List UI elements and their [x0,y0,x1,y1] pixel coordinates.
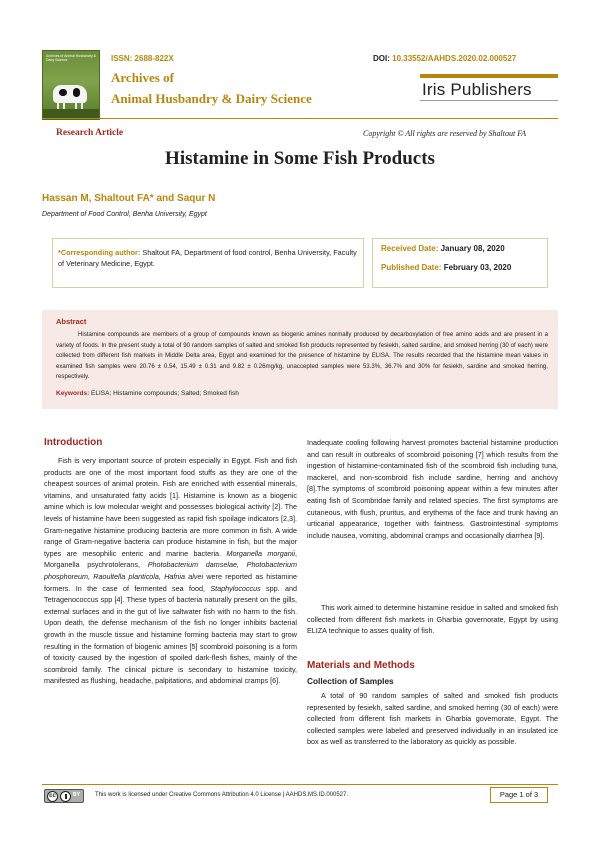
by-label: BY [73,792,80,798]
received-date [381,244,505,253]
correspondence [58,247,358,269]
intro-species-3: Staphylococcus [210,583,261,593]
doi-link[interactable]: 10.33552/AAHDS.2020.02.000527 [392,54,517,63]
abstract-heading: Abstract [56,317,87,326]
copyright: Copyright © All rights are reserved by Shaltout FA [363,129,526,138]
intro-species-2: Photobacterium damselae, Photobacterium phosphoreum, Raoultella planticola, Hafnia alvei [44,560,297,581]
introduction-paragraph [44,455,297,687]
intro-text-3: were reported as histamine formers. In the case of fermented sea food, [44,571,297,593]
published-date [381,263,511,272]
introduction-heading: Introduction [44,437,103,448]
cc-icon: cc [47,791,58,802]
article-title: Histamine in Some Fish Products [165,148,435,169]
doi [373,54,516,63]
issn: ISSN: 2688-822X [111,54,174,63]
journal-name-line2: Animal Husbandry & Dairy Science [111,91,312,106]
intro-paragraph-2: Inadequate cooling following harvest promotes bacterial histamine production and can result in outbreaks of scombroid poisoning [7] which results from the ingestion of histamine-contaminated fish of the scombroid fish including tuna, mackerel, and non-scombroid fish include sardine, herring and anchovy [8].The symptoms of scombroid poisoning appear within a few minutes after eating fish of Scombridae family and related species. The first symptoms are cutaneous, with flush, pruritus, and erythema of the face and trunk having an urticarial appearance, together with faintness. Gastrointestinal symptoms include nausea, vomiting, abdominal cramps and occasionally diarrhea [9]. [307,438,558,540]
header-divider [42,118,558,119]
page-number: Page 1 of 3 [490,787,548,803]
materials-methods-heading: Materials and Methods [307,660,415,671]
correspondence-label: *Corresponding author: [58,248,141,257]
abstract-text: Histamine compounds are members of a group of compounds known as biogenic amines normally produced by decarboxylation of free amino acids and are present in a variety of foods. In the present study a total of 90 random samples of salted and smoked fish products represented by fesiekh, salted sardine, and smoked herring (30 of each) were collected from different fish markets in Middle Delta area, Egypt and examined for the presence of histamine by ELISA. The results recorded that the histamine mean values in examined fish samples were 20.76 ± 0.54, 15.49 ± 0.31 and 9.82 ± 0.26mg/kg, unaccepted samples were 53.3%, 36.7% and 30% for fesiekh, sardine and smoked herring, respectively. [56,331,548,380]
doi-label: DOI: [373,54,390,63]
keywords-list: ELISA; Histamine compounds; Salted; Smoked fish [91,390,239,397]
correspondence-text: Shaltout FA, Department of food control, Benha University, Faculty of Veterinary Medicine, Egypt. [58,248,357,268]
journal-cover-image [42,50,100,120]
intro-text-1: Fish is very important source of protein especially in Egypt. Fish and fish products are one of the most important food stuffs as they are one of the cheapest sources of animal protein. Fish are enriched with essential minerals, vitamins, and unsaturated fatty acids [1]. Histamine is known as a biogenic amine which is low molecular weight and possesses biological activity [2]. The levels of histamine have been suggested as rapid fish spoilage indicators [2,3]. Gram-negative histamine producing bacteria are more common in fish. A wide range of Gram-negative bacteria can produce histamine in fish, but the major types are mesophilic enteric and marine bacteria. [44,456,297,558]
creative-commons-badge[interactable] [44,789,84,803]
published-value: February 03, 2020 [443,263,512,272]
keywords [56,390,239,397]
intro-text-4: spp. and Tetragenococcus spp [4]. These types of bacteria naturally present on the gills, external surfaces and in the gut of live saltwater fish with no harm to the fish. Upon death, the defense mechanism of the fish no longer inhibits bacterial growth in the muscle tissue and histamine forming bacteria may start to grow resulting in the formation of biogenic amines [5] scombroid poisoning is a form of toxicity caused by the ingestion of spoiled dark-flesh fishes, mainly of the scombroid family. The clinical picture is secondary to histamine toxicity, manifested as flushing, headache, palpitations, and abdominal cramps [6]. [44,583,297,686]
article-type: Research Article [56,128,124,138]
publisher-logo [420,74,558,102]
affiliation: Department of Food Control, Benha University, Egypt [42,211,207,218]
license-text: This work is licensed under Creative Commons Attribution 4.0 License | AAHDS.MS.ID.000527. [95,792,349,798]
collection-samples-heading: Collection of Samples [307,676,394,686]
keywords-label: Keywords: [56,390,90,397]
authors: Hassan M, Shaltout FA* and Saqur N [42,193,216,204]
journal-name-line1: Archives of [111,70,174,85]
cover-title: Archives of Animal Husbandry & Dairy Science [46,54,96,62]
received-value: January 08, 2020 [440,244,505,253]
footer-divider [42,784,558,785]
received-label: Received Date: [381,244,439,253]
attribution-icon [60,791,71,802]
intro-paragraph-3: This work aimed to determine histamine residue in salted and smoked fish collected from different fish markets in Gharbia governorate, Egypt by using ELIZA technique to asses quality of fish. [307,603,558,636]
methods-paragraph: A total of 90 random samples of salted and smoked fish products represented by fesiekh, salted sardine, and smoked herring (30 of each) were collected from different fish markets in Gharbia governorate, Egypt. The collected samples were labeled and preserved individually in an insulated ice box as well as transferred to the laboratory as quickly as possible. [307,691,558,747]
publisher-name: Iris Publishers [422,80,532,99]
published-label: Published Date: [381,263,442,272]
intro-text-2: , Morganella psychrotolerans, [44,548,297,570]
intro-species-1: Morganella morganii [226,548,295,558]
